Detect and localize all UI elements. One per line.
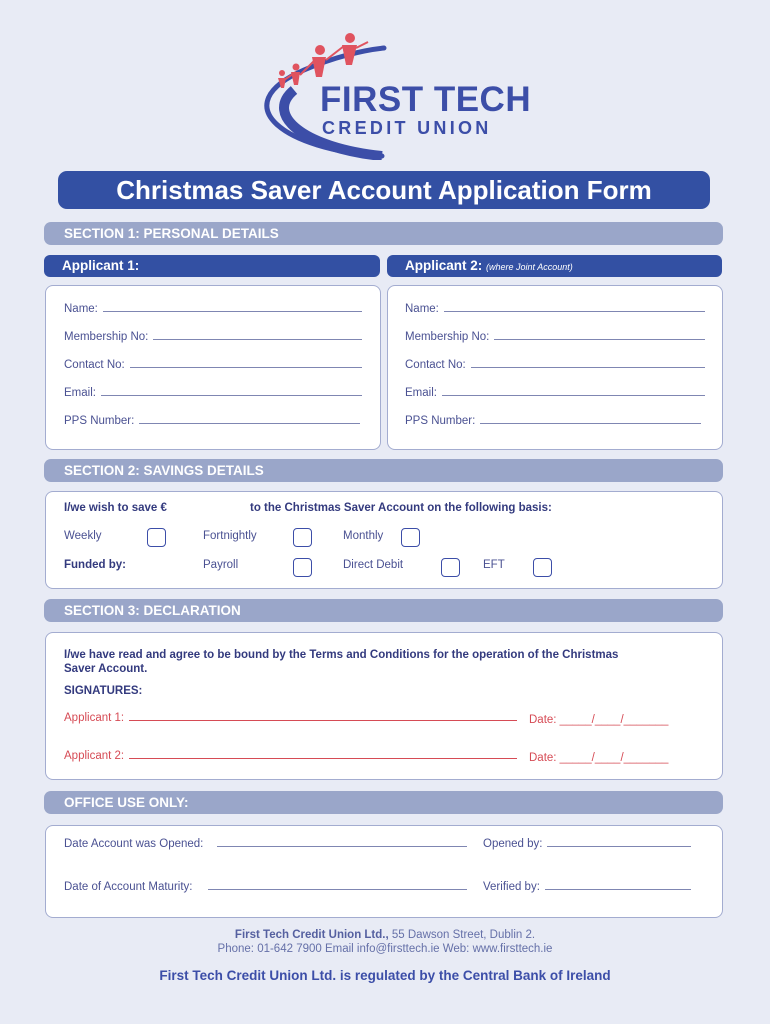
opened-by-field[interactable] [483,838,691,850]
footer-company: First Tech Credit Union Ltd., [234,929,389,941]
monthly-label: Monthly [343,530,384,542]
field-label: Email: [405,387,437,399]
eft-label: EFT [483,559,505,571]
field-label: PPS Number: [64,415,135,427]
section2-header: SECTION 2: SAVINGS DETAILS [44,459,723,482]
direct-debit-checkbox[interactable] [441,558,460,577]
signature-label: Applicant 1: [64,712,125,724]
section3-header: SECTION 3: DECLARATION [44,599,723,622]
field-label: Date of Account Maturity: [64,881,193,893]
applicant2-name-field[interactable] [405,303,705,315]
save-amount-label: I/we wish to save € [64,502,167,514]
verified-by-field[interactable] [483,881,691,893]
office-use-header: OFFICE USE ONLY: [44,791,723,814]
field-label: Date Account was Opened: [64,838,204,850]
applicant2-pps-field[interactable] [405,415,701,427]
applicant1-contact-field[interactable] [64,359,362,371]
footer-contact: Phone: 01-642 7900 Email info@firsttech.ie Web: www.firsttech.ie [217,943,553,955]
payroll-checkbox[interactable] [293,558,312,577]
footer-street: 55 Dawson Street, Dublin 2. [388,929,536,941]
eft-checkbox[interactable] [533,558,552,577]
field-label: Opened by: [483,838,543,850]
field-label: Membership No: [64,331,149,343]
section1-header: SECTION 1: PERSONAL DETAILS [44,222,723,245]
credit-union-logo [244,30,534,160]
applicant1-name-field[interactable] [64,303,362,315]
applicant1-email-field[interactable] [64,387,362,399]
applicant2-header [387,255,722,277]
payroll-label: Payroll [203,559,239,571]
applicant1-membership-field[interactable] [64,331,362,343]
save-basis-label: to the Christmas Saver Account on the following basis: [250,502,552,514]
applicant1-pps-field[interactable] [64,415,360,427]
signatures-label: SIGNATURES: [64,685,143,697]
applicant1-signature-field[interactable] [64,712,517,724]
joint-account-note: (where Joint Account) [486,262,573,272]
direct-debit-label: Direct Debit [343,559,404,571]
page-title: Christmas Saver Account Application Form [58,171,710,209]
field-label: Name: [64,303,98,315]
footer-regulated: First Tech Credit Union Ltd. is regulated by the Central Bank of Ireland [159,968,611,983]
applicant2-email-field[interactable] [405,387,705,399]
field-label: Name: [405,303,439,315]
field-label: Contact No: [64,359,125,371]
applicant2-contact-field[interactable] [405,359,705,371]
fortnightly-checkbox[interactable] [293,528,312,547]
monthly-checkbox[interactable] [401,528,420,547]
applicant2-date-field[interactable]: Date: _____/____/_______ [529,752,669,764]
logo-name: FIRST TECH [320,80,532,119]
field-label: Membership No: [405,331,490,343]
weekly-label: Weekly [64,530,102,542]
field-label: Email: [64,387,96,399]
fortnightly-label: Fortnightly [203,530,257,542]
applicant1-header-label: Applicant 1: [62,258,140,273]
declaration-text-line2: Saver Account. [64,663,148,675]
footer-address [0,929,770,941]
field-label: Contact No: [405,359,466,371]
logo-subname: CREDIT UNION [322,118,492,138]
date-opened-field[interactable] [64,838,467,850]
signature-label: Applicant 2: [64,750,125,762]
weekly-checkbox[interactable] [147,528,166,547]
field-label: PPS Number: [405,415,476,427]
applicant1-header [44,255,380,277]
field-label: Verified by: [483,881,540,893]
funded-by-label: Funded by: [64,559,126,571]
applicant2-header-label: Applicant 2: [405,258,483,273]
applicant2-membership-field[interactable] [405,331,705,343]
maturity-date-field[interactable] [64,881,467,893]
applicant1-date-field[interactable]: Date: _____/____/_______ [529,714,669,726]
applicant2-signature-field[interactable] [64,750,517,762]
declaration-text-line1: I/we have read and agree to be bound by the Terms and Conditions for the operation of the Christmas [64,649,619,661]
